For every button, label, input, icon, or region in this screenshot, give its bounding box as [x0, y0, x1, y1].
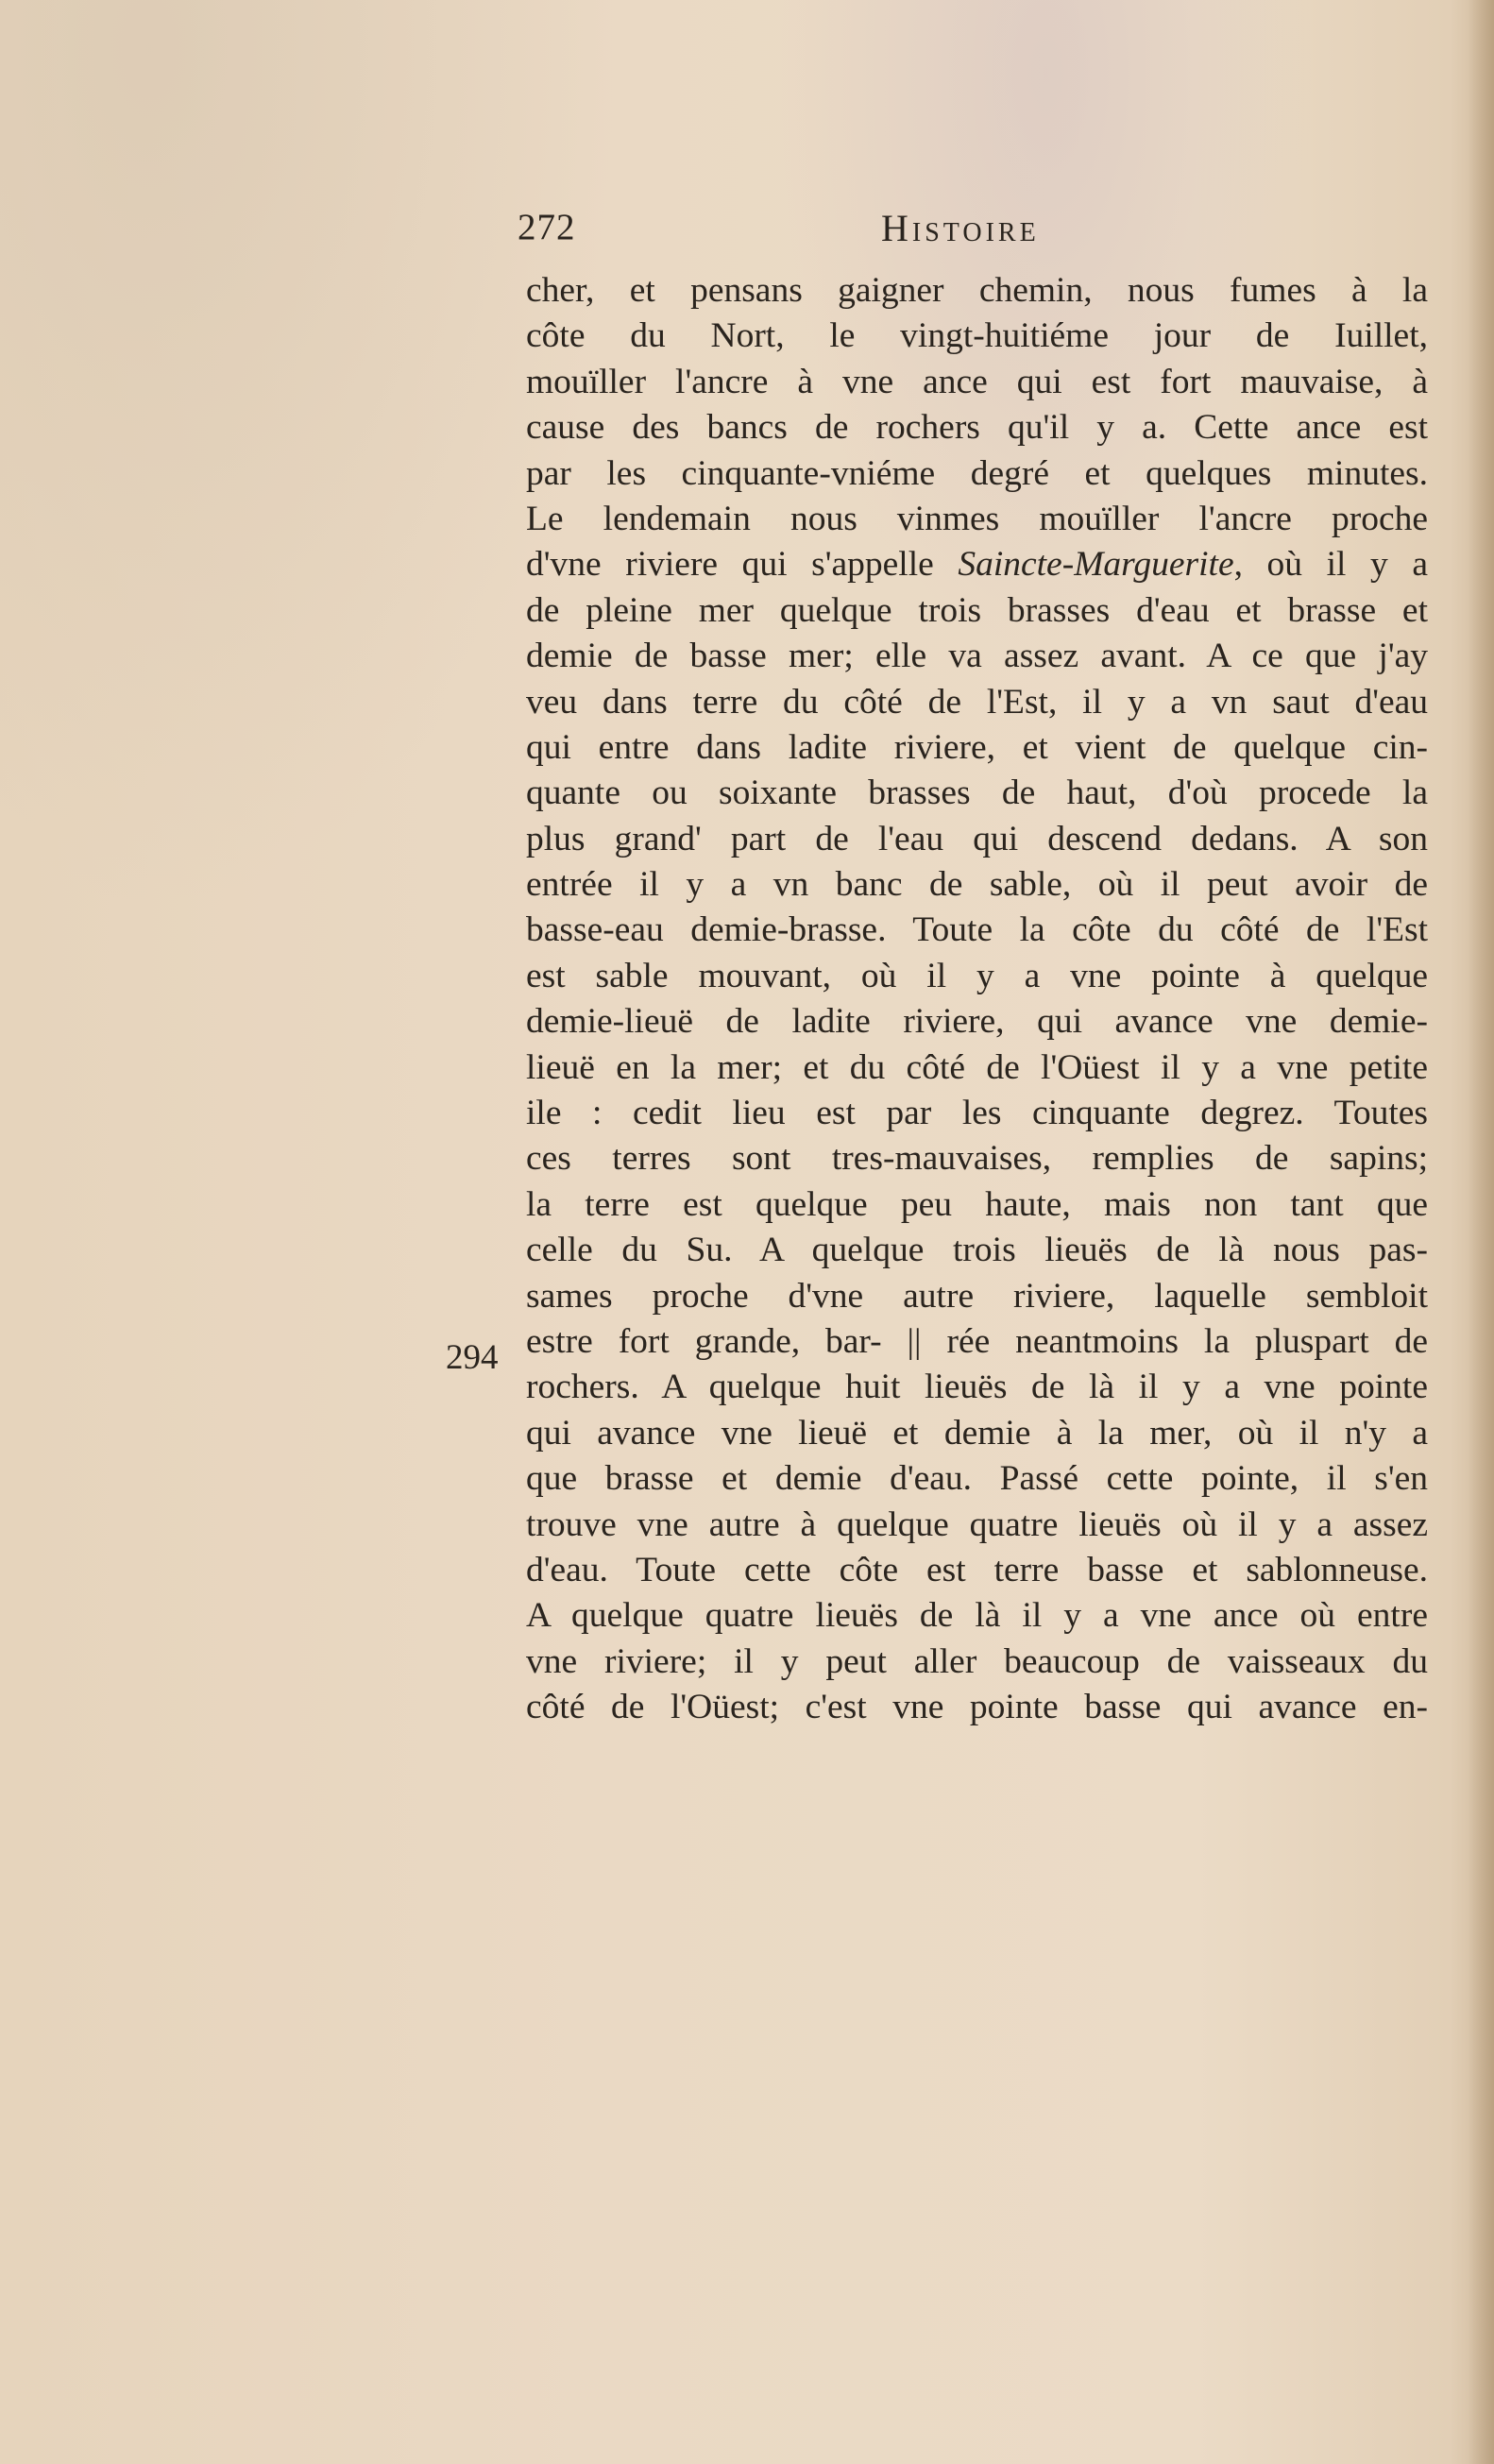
text-line: ces terres sont tres-mauvaises, remplies de sapins;	[526, 1139, 1428, 1179]
text-line: quante ou soixante brasses de haut, d'où procede la	[526, 773, 1428, 813]
text-line: côte du Nort, le vingt-huitiéme jour de Iuillet,	[526, 316, 1428, 356]
text-line: de pleine mer quelque trois brasses d'eau et brasse et	[526, 590, 1428, 630]
text-line: que brasse et demie d'eau. Passé cette pointe, il s'en	[526, 1459, 1428, 1499]
text-line: par les cinquante-vniéme degré et quelques minutes.	[526, 453, 1428, 493]
body-text	[526, 268, 1428, 1731]
text-line: vne riviere; il y peut aller beaucoup de vaisseaux du	[526, 1641, 1428, 1681]
text-line: A quelque quatre lieuës de là il y a vne ance où entre	[526, 1596, 1428, 1636]
text-line: trouve vne autre à quelque quatre lieuës où il y a assez	[526, 1504, 1428, 1544]
text-line: estre fort grande, bar- || rée neantmoins la pluspart de	[526, 1321, 1428, 1361]
text-line: plus grand' part de l'eau qui descend dedans. A son	[526, 819, 1428, 858]
text-line: mouïller l'ancre à vne ance qui est fort mauvaise, à	[526, 362, 1428, 401]
text-line: rochers. A quelque huit lieuës de là il y a vne pointe	[526, 1368, 1428, 1407]
margin-page-reference: 294	[446, 1338, 499, 1377]
text-line	[526, 542, 1428, 587]
text-line: la terre est quelque peu haute, mais non tant que	[526, 1184, 1428, 1224]
river-name-italic: Saincte-Marguerite	[958, 545, 1234, 585]
text-line-end: , où il y a	[1233, 545, 1428, 585]
text-line: est sable mouvant, où il y a vne pointe à quelque	[526, 956, 1428, 995]
text-line: qui entre dans ladite riviere, et vient de quelque cin-	[526, 727, 1428, 767]
text-line: Le lendemain nous vinmes mouïller l'ancre proche	[526, 499, 1428, 538]
page-edge-shadow	[1468, 0, 1494, 2464]
text-line: lieuë en la mer; et du côté de l'Oüest il y a vne petite	[526, 1047, 1428, 1087]
text-line-start: d'vne riviere qui s'appelle	[526, 545, 959, 585]
text-line: sames proche d'vne autre riviere, laquelle sembloit	[526, 1276, 1428, 1316]
text-line: celle du Su. A quelque trois lieuës de là nous pas-	[526, 1231, 1428, 1270]
running-title: Histoire	[881, 207, 1040, 249]
page-header	[518, 206, 1462, 263]
text-line: d'eau. Toute cette côte est terre basse et sablonneuse.	[526, 1550, 1428, 1589]
text-line: demie-lieuë de ladite riviere, qui avance vne demie-	[526, 1002, 1428, 1042]
text-line: ile : cedit lieu est par les cinquante degrez. Toutes	[526, 1094, 1428, 1133]
text-line: cause des bancs de rochers qu'il y a. Cette ance est	[526, 408, 1428, 448]
text-line: veu dans terre du côté de l'Est, il y a vn saut d'eau	[526, 682, 1428, 722]
text-line: cher, et pensans gaigner chemin, nous fumes à la	[526, 271, 1428, 310]
text-line: basse-eau demie-brasse. Toute la côte du côté de l'Est	[526, 910, 1428, 950]
text-line: qui avance vne lieuë et demie à la mer, où il n'y a	[526, 1413, 1428, 1453]
text-line: côté de l'Oüest; c'est vne pointe basse qui avance en-	[526, 1688, 1428, 1727]
text-line: entrée il y a vn banc de sable, où il peut avoir de	[526, 865, 1428, 905]
text-line: demie de basse mer; elle va assez avant. A ce que j'ay	[526, 637, 1428, 676]
page-number: 272	[518, 207, 576, 247]
